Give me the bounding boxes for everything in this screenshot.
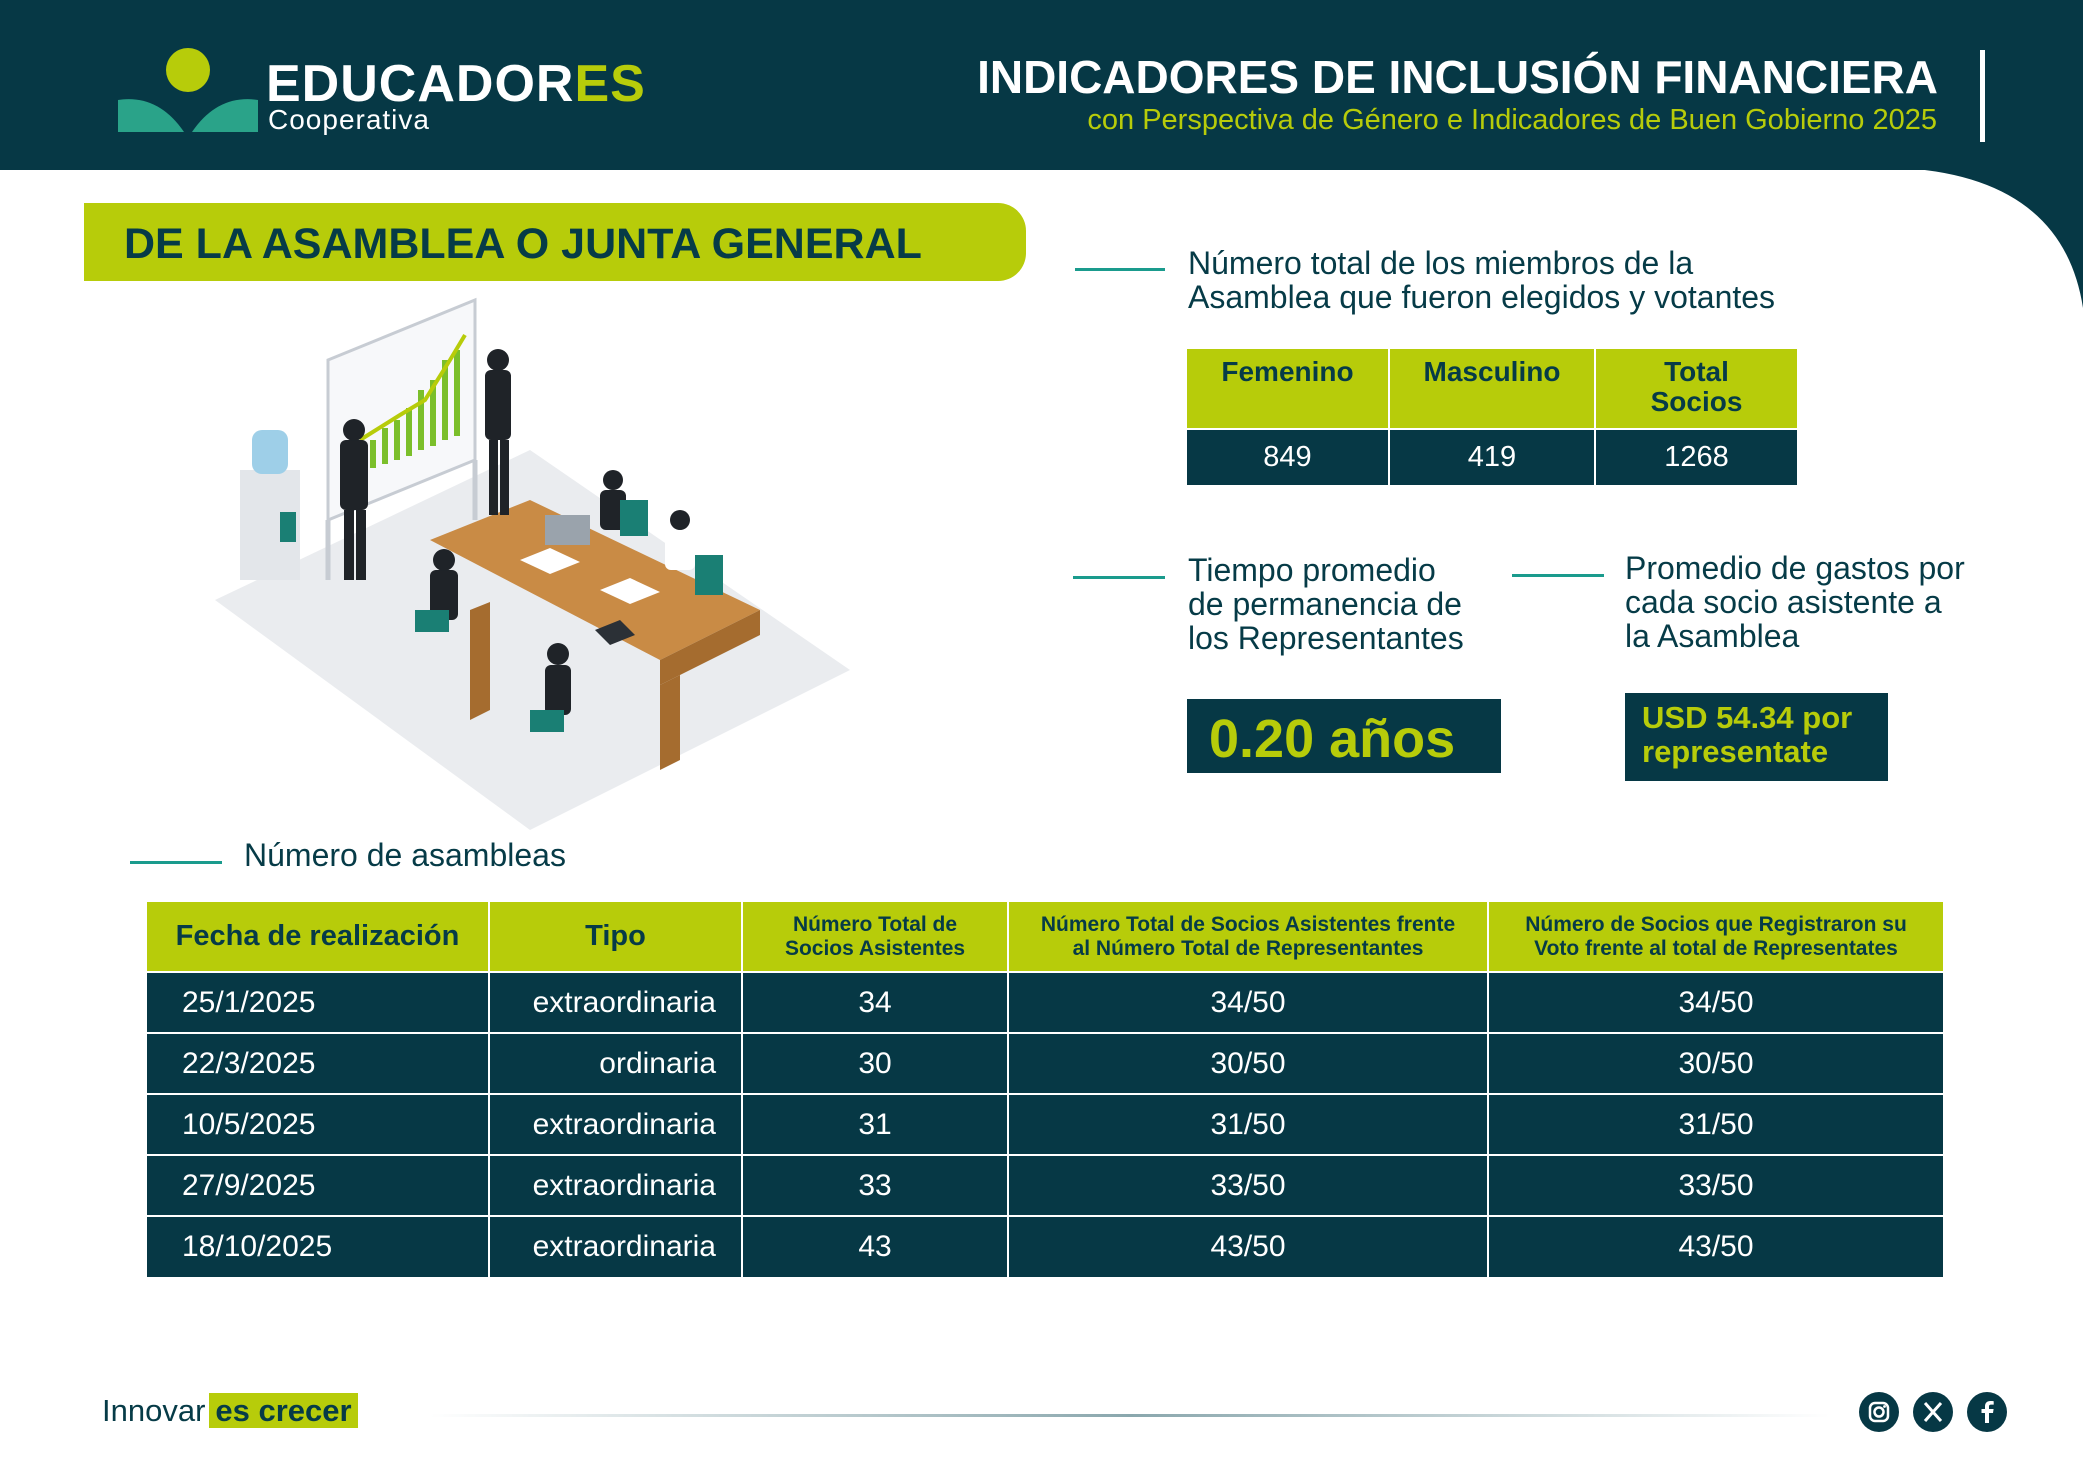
section-banner (84, 203, 1026, 281)
assemblies-table (147, 902, 1943, 1277)
cell-votes: 34/50 (1488, 972, 1943, 1033)
page-subtitle: con Perspectiva de Género e Indicadores de Buen Gobierno 2025 (1087, 104, 1937, 136)
instagram-icon[interactable] (1859, 1392, 1899, 1432)
tenure-value: 0.20 años (1187, 699, 1501, 773)
header-female: Femenino (1187, 349, 1389, 429)
logo-mark-icon (118, 44, 258, 134)
cell-attendees: 34 (742, 972, 1008, 1033)
members-heading: Número total de los miembros de la Asamblea que fueron elegidos y votantes (1188, 245, 1776, 315)
assemblies-heading: Número de asambleas (244, 837, 566, 873)
table-row (147, 1216, 1943, 1277)
cell-votes: 33/50 (1488, 1155, 1943, 1216)
cell-type: extraordinaria (489, 1216, 742, 1277)
tenure-heading: Tiempo promedio de permanencia de los Representantes (1188, 552, 1464, 656)
col-votes: Número de Socios que Registraron su Voto frente al total de Representates (1488, 902, 1943, 972)
cell-votes: 30/50 (1488, 1033, 1943, 1094)
header-curve (1903, 168, 2083, 308)
cell-date: 10/5/2025 (147, 1094, 489, 1155)
header-male: Masculino (1389, 349, 1595, 429)
cell-type: extraordinaria (489, 1155, 742, 1216)
header-total: Total Socios (1595, 349, 1797, 429)
cell-attendees: 33 (742, 1155, 1008, 1216)
x-icon[interactable] (1913, 1392, 1953, 1432)
cell-date: 22/3/2025 (147, 1033, 489, 1094)
brand-logo (118, 44, 718, 144)
col-date: Fecha de realización (147, 902, 489, 972)
cell-attendees: 31 (742, 1094, 1008, 1155)
members-table (1187, 349, 1797, 485)
header-divider (1980, 50, 1985, 142)
cell-type: extraordinaria (489, 1094, 742, 1155)
expenses-value: USD 54.34 por representate (1625, 693, 1888, 781)
meeting-illustration (200, 290, 860, 830)
cell-votes: 43/50 (1488, 1216, 1943, 1277)
cell-attendees: 30 (742, 1033, 1008, 1094)
heading-rule (1075, 268, 1165, 271)
cell-ratio: 43/50 (1008, 1216, 1488, 1277)
col-type: Tipo (489, 902, 742, 972)
footer-slogan: Innovar es crecer (102, 1393, 358, 1429)
cell-attendees: 43 (742, 1216, 1008, 1277)
cell-date: 18/10/2025 (147, 1216, 489, 1277)
section-title: DE LA ASAMBLEA O JUNTA GENERAL (124, 220, 922, 268)
expenses-heading: Promedio de gastos por cada socio asistente a la Asamblea (1625, 550, 1965, 654)
cell-ratio: 31/50 (1008, 1094, 1488, 1155)
cell-ratio: 34/50 (1008, 972, 1488, 1033)
col-ratio: Número Total de Socios Asistentes frente al Número Total de Representantes (1008, 902, 1488, 972)
table-row (147, 972, 1943, 1033)
heading-rule (130, 861, 222, 864)
heading-rule (1073, 576, 1165, 579)
table-row (147, 1094, 1943, 1155)
value-total: 1268 (1595, 429, 1797, 485)
cell-type: extraordinaria (489, 972, 742, 1033)
footer-divider (430, 1414, 1830, 1417)
facebook-icon[interactable] (1967, 1392, 2007, 1432)
cell-ratio: 33/50 (1008, 1155, 1488, 1216)
cell-date: 25/1/2025 (147, 972, 489, 1033)
value-male: 419 (1389, 429, 1595, 485)
table-row (147, 1155, 1943, 1216)
table-row (147, 1033, 1943, 1094)
page-title: INDICADORES DE INCLUSIÓN FINANCIERA (977, 51, 1938, 103)
cell-type: ordinaria (489, 1033, 742, 1094)
header-bar (0, 0, 2083, 170)
cell-date: 27/9/2025 (147, 1155, 489, 1216)
brand-subtitle: Cooperativa (268, 104, 430, 135)
cell-votes: 31/50 (1488, 1094, 1943, 1155)
brand-name: EDUCADORES (266, 55, 646, 113)
value-female: 849 (1187, 429, 1389, 485)
cell-ratio: 30/50 (1008, 1033, 1488, 1094)
heading-rule (1512, 574, 1604, 577)
col-attendees: Número Total de Socios Asistentes (742, 902, 1008, 972)
